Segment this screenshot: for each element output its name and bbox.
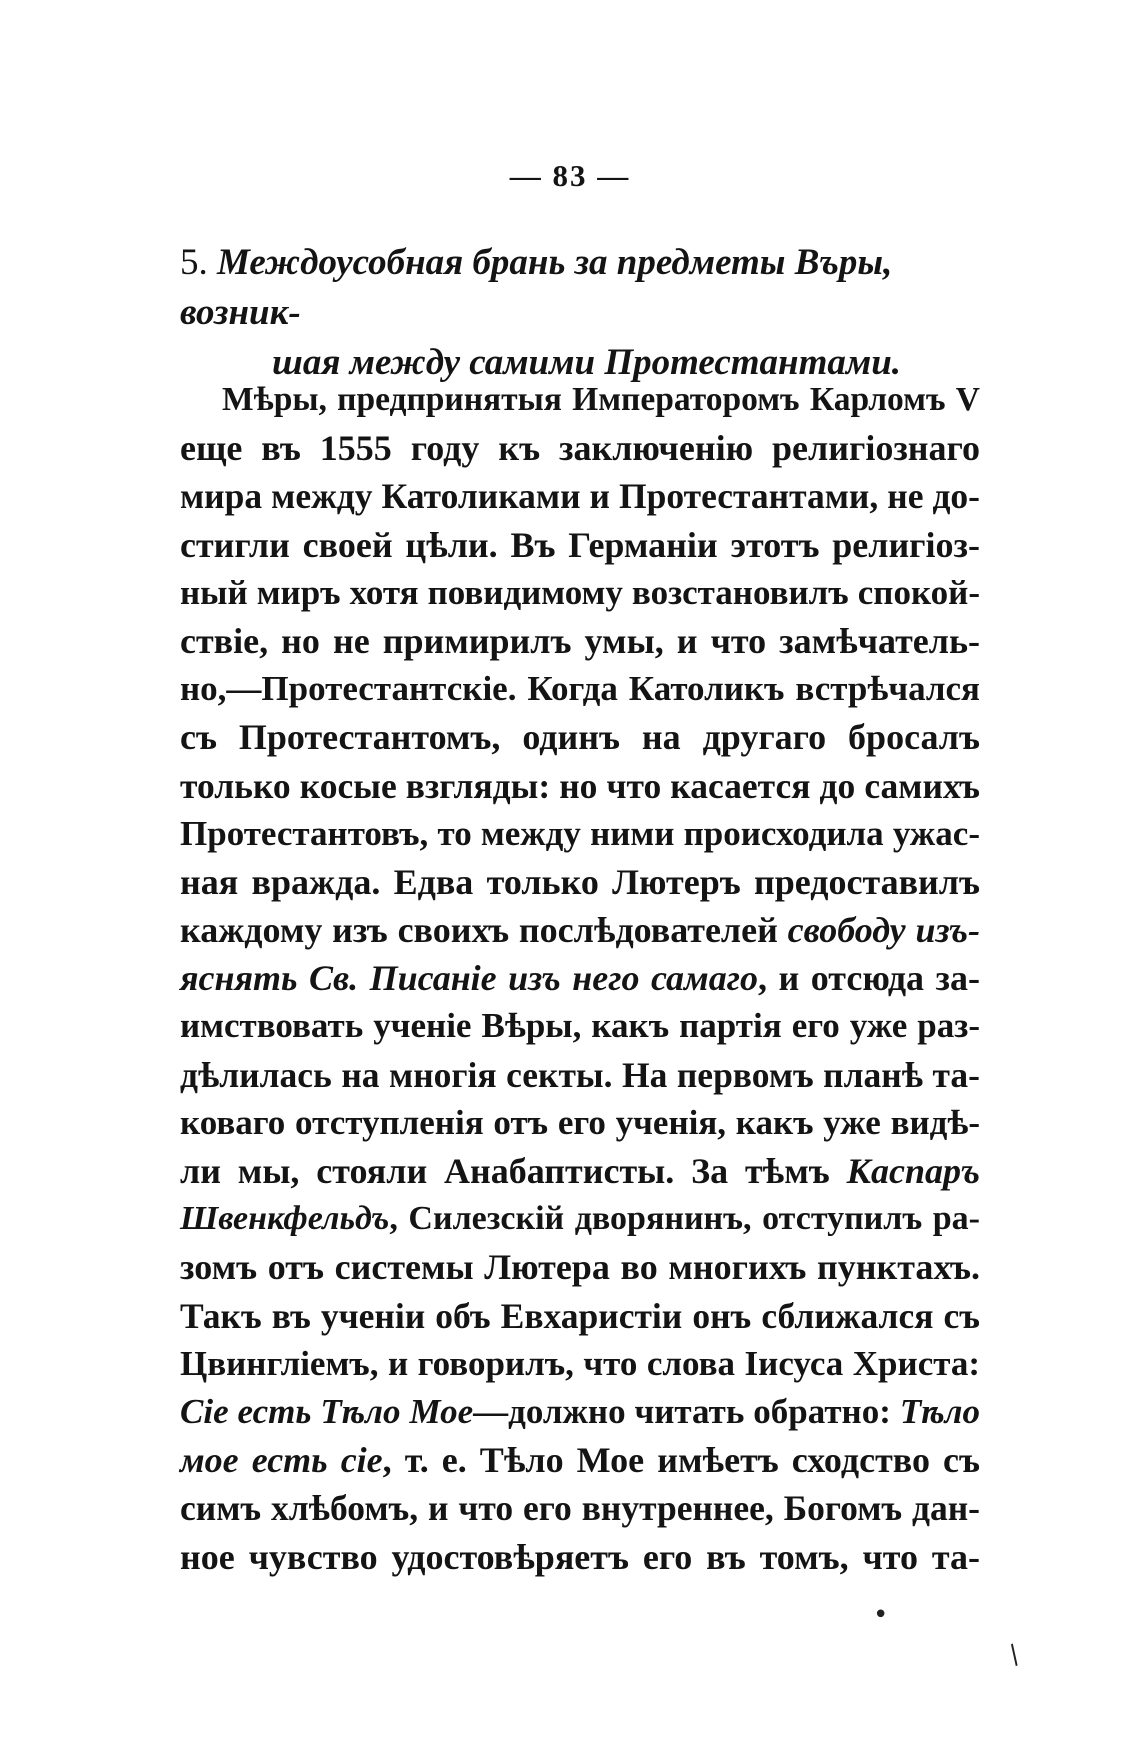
section-heading-line-1: Междоусобная брань за предметы Въры, возник- — [180, 242, 893, 333]
italic-text: Тѣло — [899, 1391, 980, 1431]
italic-text: Сіе есть Тѣло Мое — [180, 1391, 474, 1431]
text-line — [180, 810, 980, 858]
text-line — [180, 1147, 980, 1195]
text-segment: симъ хлѣбомъ, и что его внутреннее, Богомъ дан- — [180, 1488, 980, 1529]
text-segment: —должно читать обратно: — [473, 1391, 900, 1431]
text-segment: только косые взгляды: но что касается до самихъ — [180, 765, 980, 806]
text-segment: но,—Протестантскіе. Когда Католикъ встрѣчался — [180, 669, 980, 709]
text-segment: имствовать ученіе Вѣры, какъ партія его уже раз- — [180, 1006, 980, 1046]
text-segment: ли мы, стояли Анабаптисты. За тѣмъ — [180, 1151, 847, 1191]
text-line — [180, 617, 980, 665]
italic-text: свободу изъ- — [787, 910, 981, 951]
text-line — [180, 569, 980, 617]
italic-text: яснять Св. Писаніе изъ него самаго — [180, 958, 758, 999]
text-segment: ный миръ хотя повидимому возстановилъ спокой- — [180, 572, 980, 612]
text-segment: Протестантовъ, то между ними происходила ужас- — [180, 813, 980, 853]
section-heading-line-2: шая между самими Протестантами. — [272, 342, 902, 383]
text-segment: , т. е. Тѣло Мое имѣетъ сходство съ — [382, 1440, 980, 1481]
print-speck-mark: • — [873, 1600, 889, 1630]
text-line — [180, 1340, 980, 1388]
text-line — [180, 1484, 980, 1532]
text-line — [180, 1099, 980, 1147]
text-segment: мира между Католиками и Протестантами, не до- — [180, 476, 980, 517]
text-segment: , и отсюда за- — [757, 958, 980, 999]
italic-text: Каспаръ — [846, 1151, 980, 1191]
text-line — [180, 1195, 980, 1243]
text-line — [180, 521, 980, 569]
text-segment: Такъ въ ученіи объ Евхаристіи онъ сближался съ — [180, 1295, 980, 1336]
italic-text: Швенкфельдъ — [180, 1200, 390, 1238]
text-segment: каждому изъ своихъ послѣдователей — [180, 910, 788, 951]
text-line — [180, 713, 980, 761]
text-segment: зомъ отъ системы Лютера во многихъ пунктахъ. — [180, 1247, 980, 1288]
text-segment: коваго отступленія отъ его ученія, какъ уже видѣ- — [180, 1102, 980, 1142]
text-line — [180, 1243, 980, 1291]
page-number: — 83 — — [509, 158, 631, 193]
text-line — [180, 1051, 980, 1099]
text-line — [180, 858, 980, 906]
text-segment: стигли своей цѣли. Въ Германіи этотъ религіоз- — [180, 524, 980, 565]
text-segment: , Силезскій дворянинъ, отступилъ ра- — [389, 1200, 980, 1238]
text-segment: еще въ 1555 году къ заключенію религіознаго — [180, 428, 980, 469]
text-segment: Цвингліемъ, и говорилъ, что слова Іисуса Христа: — [180, 1343, 980, 1383]
section-heading — [180, 238, 980, 388]
text-line — [180, 1292, 980, 1340]
text-line — [180, 472, 980, 520]
text-line — [180, 424, 980, 472]
italic-text: мое есть сіе — [180, 1440, 383, 1481]
text-segment: ное чувство удостовѣряетъ его въ томъ, что та- — [180, 1536, 980, 1577]
text-line — [180, 1388, 980, 1436]
print-stroke-mark: ∕ — [1003, 1639, 1026, 1671]
text-segment: Мѣры, предпринятыя Императоромъ Карломъ V — [222, 381, 980, 418]
text-line — [180, 376, 980, 424]
text-segment: ствіе, но не примирилъ умы, и что замѣчатель- — [180, 620, 980, 661]
text-line — [180, 762, 980, 810]
text-line — [180, 665, 980, 713]
text-line — [180, 1002, 980, 1050]
text-line — [180, 1533, 980, 1581]
text-line — [180, 954, 980, 1002]
body-text — [180, 376, 980, 1581]
text-segment: дѣлилась на многія секты. На первомъ планѣ та- — [180, 1054, 980, 1095]
section-number: 5. — [180, 242, 208, 283]
text-line — [180, 906, 980, 954]
text-segment: съ Протестантомъ, одинъ на другаго бросалъ — [180, 717, 980, 758]
text-line — [180, 1436, 980, 1484]
text-segment: ная вражда. Едва только Лютеръ предоставилъ — [180, 861, 980, 902]
